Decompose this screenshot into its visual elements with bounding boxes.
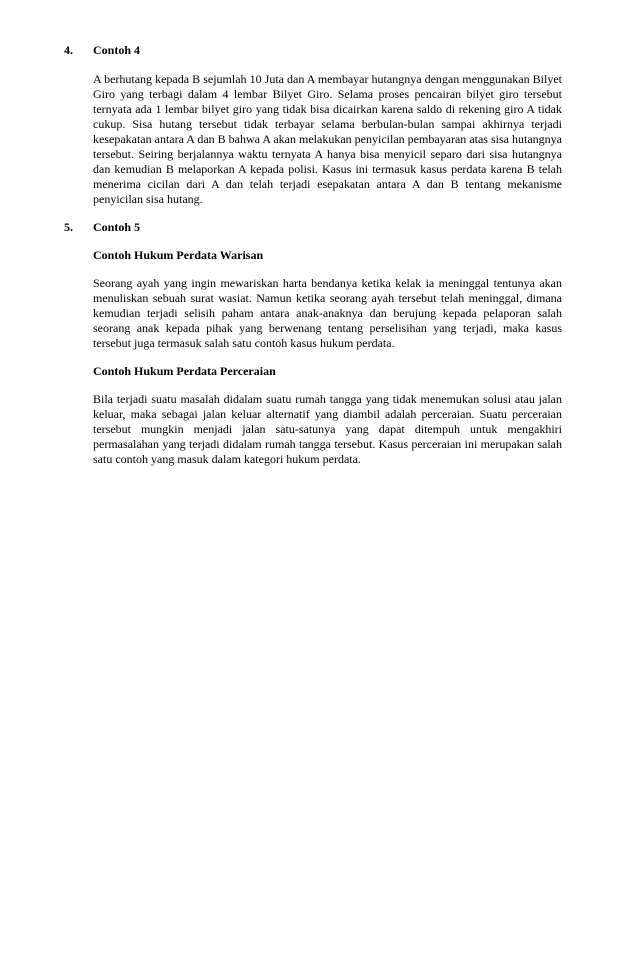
section-number: 4. (64, 43, 73, 57)
section-title: Contoh 5 (93, 220, 141, 234)
subsection-heading-perceraian: Contoh Hukum Perdata Perceraian (93, 364, 276, 378)
section-title: Contoh 4 (93, 43, 141, 57)
subsection-heading-warisan: Contoh Hukum Perdata Warisan (93, 248, 264, 262)
subsection-paragraph-perceraian: Bila terjadi suatu masalah didalam suatu rumah tangga yang tidak menemukan solusi atau jalan keluar, maka sebagai jalan keluar alternatif yang diambil adalah perceraian. Suatu perceraian tersebut mungkin menjadi jalan satu-satunya yang dapat ditempuh untuk mengakhiri permasalahan yang terjadi didalam rumah tangga tersebut. Kasus perceraian ini merupakan salah satu contoh yang masuk dalam kategori hukum perdata. (93, 392, 562, 466)
section-paragraph: A berhutang kepada B sejumlah 10 Juta dan A membayar hutangnya dengan menggunakan Bilyet Giro yang terbagi dalam 4 lembar Bilyet Giro. Selama proses pencairan bilyet giro tersebut ternyata ada 1 lembar bilyet giro yang tidak bisa dicairkan karena saldo di rekening giro A tidak cukup. Sisa hutang tersebut tidak terbayar selama berbulan-bulan sampai akhirnya terjadi kesepakatan antara A dan B bahwa A akan melakukan penyicilan pembayaran atas sisa hutangnya tersebut. Seiring berjalannya waktu ternyata A hanya bisa menyicil separo dari sisa hutangnya dan kemudian B melaporkan A kepada polisi. Kasus ini termasuk kasus perdata karena B telah menerima cicilan dari A dan telah terjadi esepakatan antara A dan B tentang mekanisme penyicilan sisa hutang. (93, 72, 562, 206)
section-number: 5. (64, 220, 73, 234)
subsection-paragraph-warisan: Seorang ayah yang ingin mewariskan harta bendanya ketika kelak ia meninggal tentunya akan menuliskan sebuah surat wasiat. Namun ketika seorang ayah tersebut telah meninggal, dimana kemudian terjadi selisih paham antara anak-anaknya dan berujung kepada pelaporan salah seorang anak kepada pihak yang berwenang tentang perselisihan yang terjadi, maka kasus tersebut juga termasuk salah satu contoh kasus hukum perdata. (93, 276, 562, 350)
